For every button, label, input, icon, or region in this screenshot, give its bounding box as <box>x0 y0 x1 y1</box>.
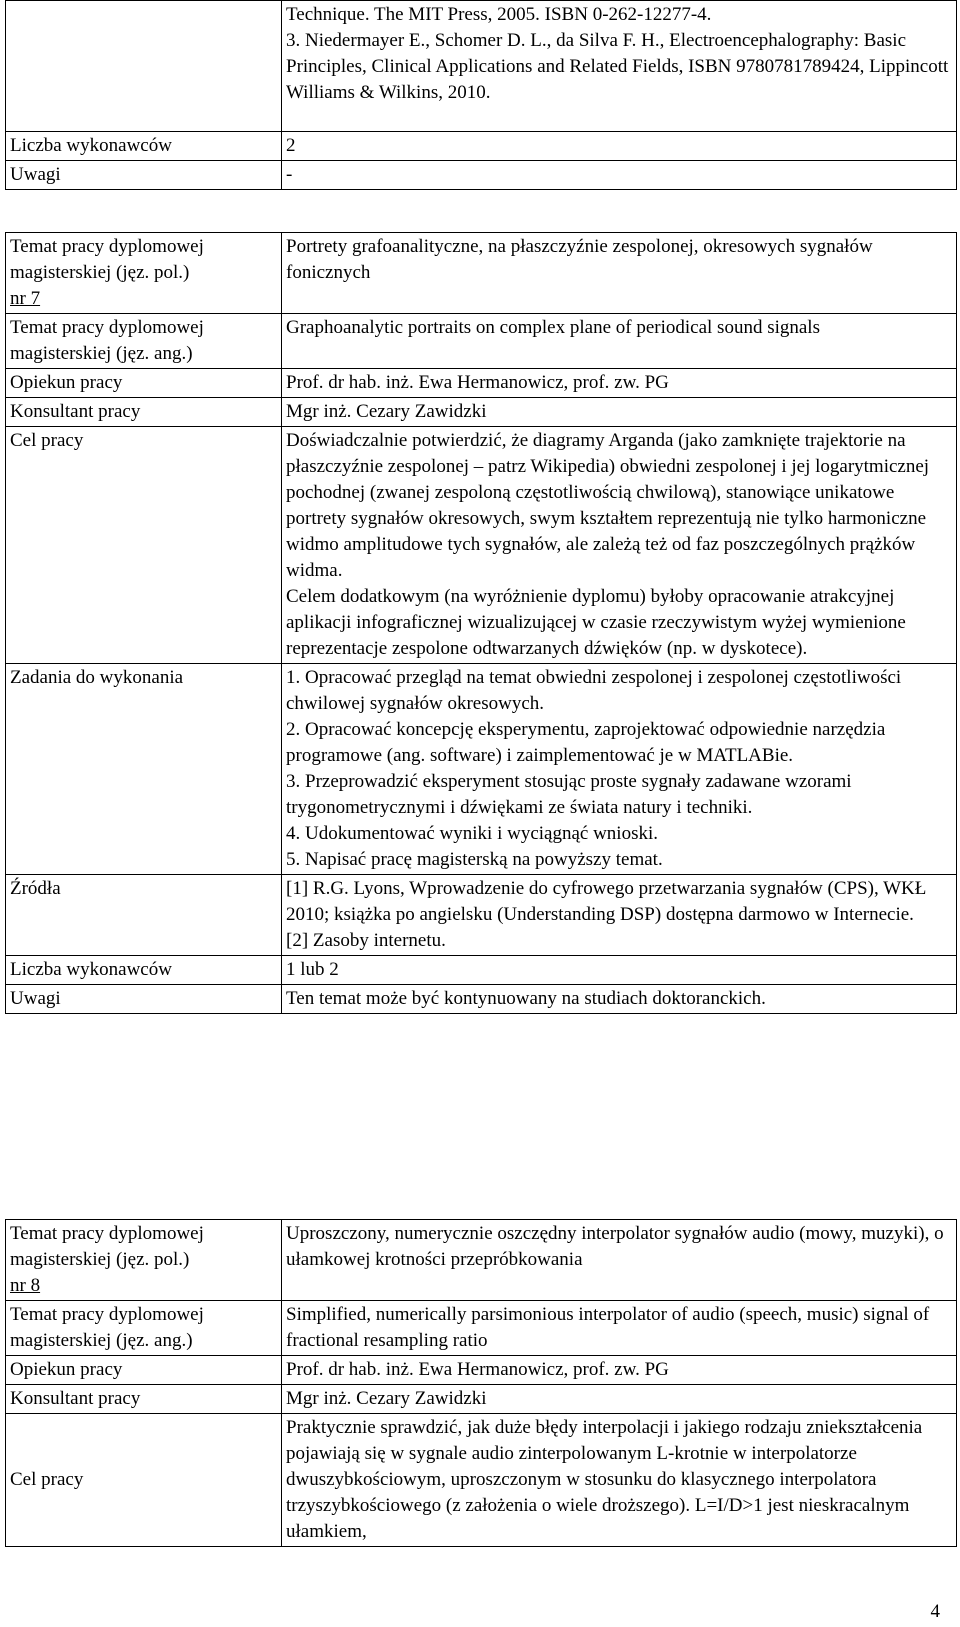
topic7-task-3: 3. Przeprowadzić eksperyment stosując proste sygnały zadawane wzorami trygonometrycznymi i dźwiękami ze świata natury i techniki. <box>286 771 852 818</box>
topic7-title-en-label-line1: Temat pracy dyplomowej <box>10 317 204 338</box>
topic7-supervisor: Prof. dr hab. inż. Ewa Hermanowicz, prof. zw. PG <box>282 369 957 398</box>
topic7-title-en-label <box>6 314 282 369</box>
topic-prev-performers-value: 2 <box>282 132 957 161</box>
topic8-title-en-label-line2: magisterskiej (jęz. ang.) <box>10 1330 193 1351</box>
topic8-consultant-label: Konsultant pracy <box>6 1385 282 1414</box>
topic7-title-pl-label-line1: Temat pracy dyplomowej <box>10 236 204 257</box>
topic-prev-notes-value: - <box>282 161 957 190</box>
topic7-tasks <box>282 664 957 875</box>
topic7-goal-paragraph-2: Celem dodatkowym (na wyróżnienie dyplomu) byłoby opracowanie atrakcyjnej aplikacji infograficznej wizualizującej w czasie rzeczywistym wyżej wymienione reprezentacje zespolone odtwarzanych dźwięków (np. w dyskotece). <box>286 586 906 659</box>
topic7-title-pl-label-line2: magisterskiej (jęz. pol.) <box>10 262 190 283</box>
topic-prev-sources-cell <box>282 1 957 132</box>
topic-prev-performers-label: Liczba wykonawców <box>6 132 282 161</box>
topic8-title-pl: Uproszczony, numerycznie oszczędny interpolator sygnałów audio (mowy, muzyki), o ułamkowej krotności przepróbkowania <box>282 1220 957 1301</box>
topic7-title-pl-label <box>6 233 282 314</box>
topic7-goal <box>282 427 957 664</box>
topic7-sources <box>282 875 957 956</box>
topic8-title-pl-label-line2: magisterskiej (jęz. pol.) <box>10 1249 190 1270</box>
topic7-goal-label: Cel pracy <box>6 427 282 664</box>
topic8-goal-label: Cel pracy <box>6 1414 282 1547</box>
topic8-supervisor: Prof. dr hab. inż. Ewa Hermanowicz, prof. zw. PG <box>282 1356 957 1385</box>
topic-prev-source-line-2: 3. Niedermayer E., Schomer D. L., da Silva F. H., Electroencephalography: Basic Principles, Clinical Applications and Related Fields, ISBN 9780781789424, Lippincott Williams & Wilkins, 2010. <box>286 30 949 103</box>
topic7-notes-label: Uwagi <box>6 985 282 1014</box>
topic8-title-pl-label-line1: Temat pracy dyplomowej <box>10 1223 204 1244</box>
topic8-supervisor-label: Opiekun pracy <box>6 1356 282 1385</box>
topic8-title-en: Simplified, numerically parsimonious interpolator of audio (speech, music) signal of fractional resampling ratio <box>282 1301 957 1356</box>
topic8-title-en-label-line1: Temat pracy dyplomowej <box>10 1304 204 1325</box>
topic7-title-en: Graphoanalytic portraits on complex plane of periodical sound signals <box>282 314 957 369</box>
topic8-consultant: Mgr inż. Cezary Zawidzki <box>282 1385 957 1414</box>
topic7-task-4: 4. Udokumentować wyniki i wyciągnąć wnioski. <box>286 823 659 844</box>
topic7-title-en-label-line2: magisterskiej (jęz. ang.) <box>10 343 193 364</box>
topic7-source-1: [1] R.G. Lyons, Wprowadzenie do cyfrowego przetwarzania sygnałów (CPS), WKŁ 2010; książka po angielsku (Understanding DSP) dostępna darmowo w Internecie. <box>286 878 927 925</box>
topic7-table <box>5 232 957 1014</box>
topic7-goal-paragraph-1: Doświadczalnie potwierdzić, że diagramy Arganda (jako zamknięte trajektorie na płaszczyźnie zespolonej – patrz Wikipedia) obwiedni zespolonej i jej logarytmicznej pochodnej (zwanej zespoloną częstotliwością chwilową), stanowiące unikatowe portrety sygnałów okresowych, swym kształtem reprezentują nie tylko harmoniczne widmo amplitudowe tych sygnałów, ale zależą też od faz poszczególnych prążków widma. <box>286 430 930 581</box>
topic-prev-sources-label-cell <box>6 1 282 132</box>
topic-prev-notes-label: Uwagi <box>6 161 282 190</box>
topic7-number: nr 7 <box>10 288 41 309</box>
topic-prev-table <box>5 0 957 190</box>
topic8-title-pl-label <box>6 1220 282 1301</box>
topic7-consultant: Mgr inż. Cezary Zawidzki <box>282 398 957 427</box>
topic8-goal: Praktycznie sprawdzić, jak duże błędy interpolacji i jakiego rodzaju zniekształcenia pojawiają się w sygnale audio zinterpolowanym L-krotnie w interpolatorze dwuszybkościowym, uproszczonym w stosunku do klasycznego interpolatora trzyszybkościowego (z założenia o wiele droższego). L=I/D>1 jest nieskracalnym ułamkiem, <box>282 1414 957 1547</box>
topic7-title-pl: Portrety grafoanalityczne, na płaszczyźnie zespolonej, okresowych sygnałów fonicznych <box>282 233 957 314</box>
topic8-number: nr 8 <box>10 1275 41 1296</box>
topic8-title-en-label <box>6 1301 282 1356</box>
topic8-table <box>5 1219 957 1547</box>
topic7-performers-value: 1 lub 2 <box>282 956 957 985</box>
topic7-task-5: 5. Napisać pracę magisterską na powyższy temat. <box>286 849 663 870</box>
topic7-notes-value: Ten temat może być kontynuowany na studiach doktoranckich. <box>282 985 957 1014</box>
topic7-tasks-label: Zadania do wykonania <box>6 664 282 875</box>
topic7-supervisor-label: Opiekun pracy <box>6 369 282 398</box>
topic7-task-1: 1. Opracować przegląd na temat obwiedni zespolonej i zespolonej częstotliwości chwilowej sygnałów okresowych. <box>286 667 902 714</box>
topic-prev-source-line-1: Technique. The MIT Press, 2005. ISBN 0-262-12277-4. <box>286 4 712 25</box>
topic7-performers-label: Liczba wykonawców <box>6 956 282 985</box>
topic7-task-2: 2. Opracować koncepcję eksperymentu, zaprojektować odpowiednie narzędzia programowe (ang. software) i zaimplementować je w MATLABie. <box>286 719 886 766</box>
topic7-source-2: [2] Zasoby internetu. <box>286 930 446 951</box>
topic7-sources-label: Źródła <box>6 875 282 956</box>
topic7-consultant-label: Konsultant pracy <box>6 398 282 427</box>
page-number: 4 <box>930 1601 940 1622</box>
